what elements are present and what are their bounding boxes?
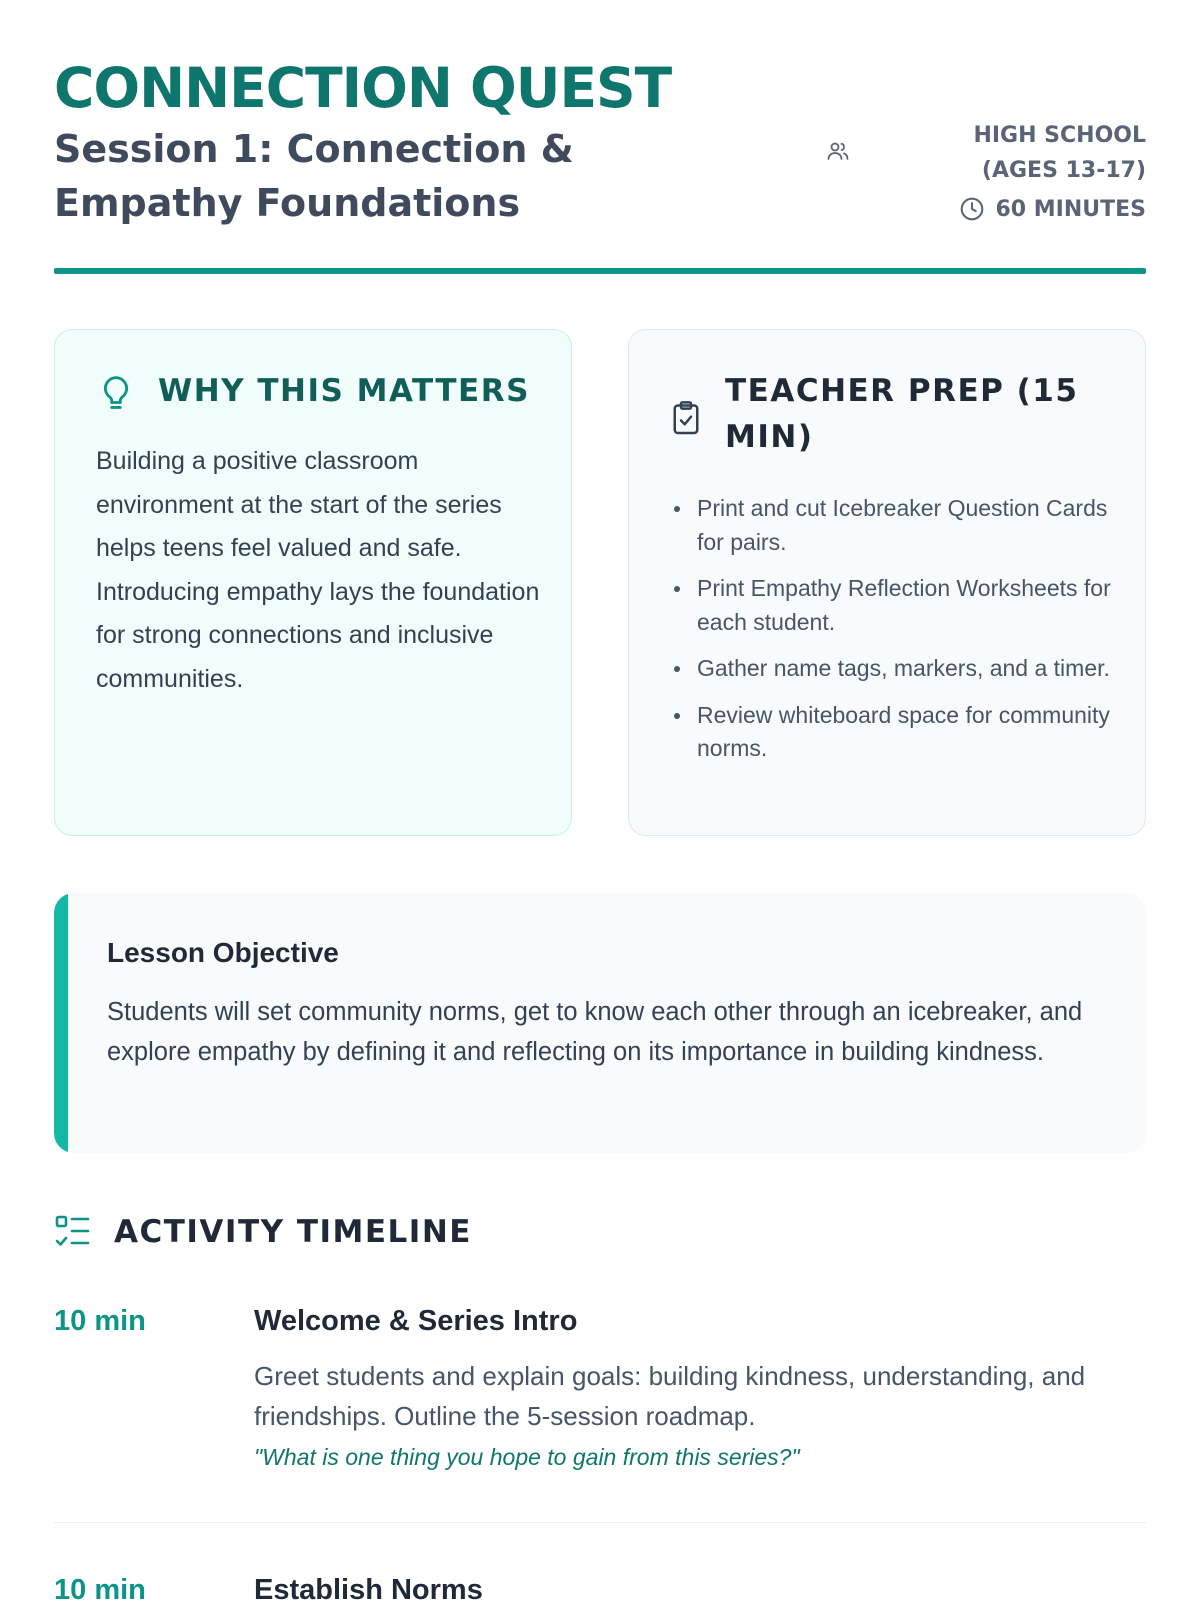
objective-text: Students will set community norms, get to know each other through an icebreaker, and explore empathy by defining it and reflecting on its importance in building kindness. [107, 998, 1083, 1066]
audience-row [826, 118, 1146, 188]
lightbulb-icon [99, 374, 133, 414]
session-title: Session 1: Connection & Empathy Foundations [54, 127, 574, 225]
why-heading: WHY THIS MATTERS [158, 373, 530, 409]
duration-label: 60 MINUTES [995, 196, 1146, 222]
timeline-header [54, 1208, 1146, 1256]
timeline-item-duration: 10 min [54, 1305, 146, 1337]
brand-title: CONNECTION QUEST [54, 56, 672, 120]
lesson-objective [54, 893, 1146, 1153]
users-icon [826, 139, 850, 163]
timeline-item [54, 1300, 1146, 1500]
why-this-matters-card [54, 329, 572, 836]
prep-item: Print Empathy Reflection Worksheets for each student. [673, 572, 1123, 639]
why-body: Building a positive classroom environment at the start of the series helps teens feel valued and safe. Introducing empathy lays the foundation for strong connections and inclusive communities. [96, 447, 540, 693]
prep-list [673, 492, 1123, 779]
lesson-plan-page [54, 0, 1146, 1600]
timeline-item-title: Establish Norms [254, 1574, 483, 1600]
objective-title: Lesson Objective [107, 937, 339, 968]
timeline-item-duration: 10 min [54, 1574, 146, 1600]
prep-item: Gather name tags, markers, and a timer. [673, 652, 1123, 686]
duration-row [959, 192, 1146, 226]
objective-accent-bar [54, 893, 68, 1153]
checklist-icon [54, 1214, 92, 1250]
header-divider [54, 268, 1146, 274]
audience-label: HIGH SCHOOL (AGES 13-17) [973, 123, 1146, 183]
prep-item: Review whiteboard space for community norms. [673, 699, 1123, 766]
prep-item: Print and cut Icebreaker Question Cards for pairs. [673, 492, 1123, 559]
teacher-prep-card [628, 329, 1146, 836]
prep-heading: TEACHER PREP (15 MIN) [725, 373, 1079, 455]
timeline-heading: ACTIVITY TIMELINE [114, 1214, 472, 1250]
timeline-item-title: Welcome & Series Intro [254, 1305, 578, 1337]
header [54, 50, 1146, 225]
clock-icon [959, 196, 985, 222]
timeline-item [54, 1569, 1146, 1600]
clipboard-check-icon [671, 400, 701, 436]
timeline-divider [54, 1522, 1146, 1523]
timeline-item-prompt: "What is one thing you hope to gain from this series?" [254, 1444, 800, 1470]
timeline-item-description: Greet students and explain goals: building kindness, understanding, and friendships. Outline the 5-session roadmap. [254, 1361, 1086, 1431]
